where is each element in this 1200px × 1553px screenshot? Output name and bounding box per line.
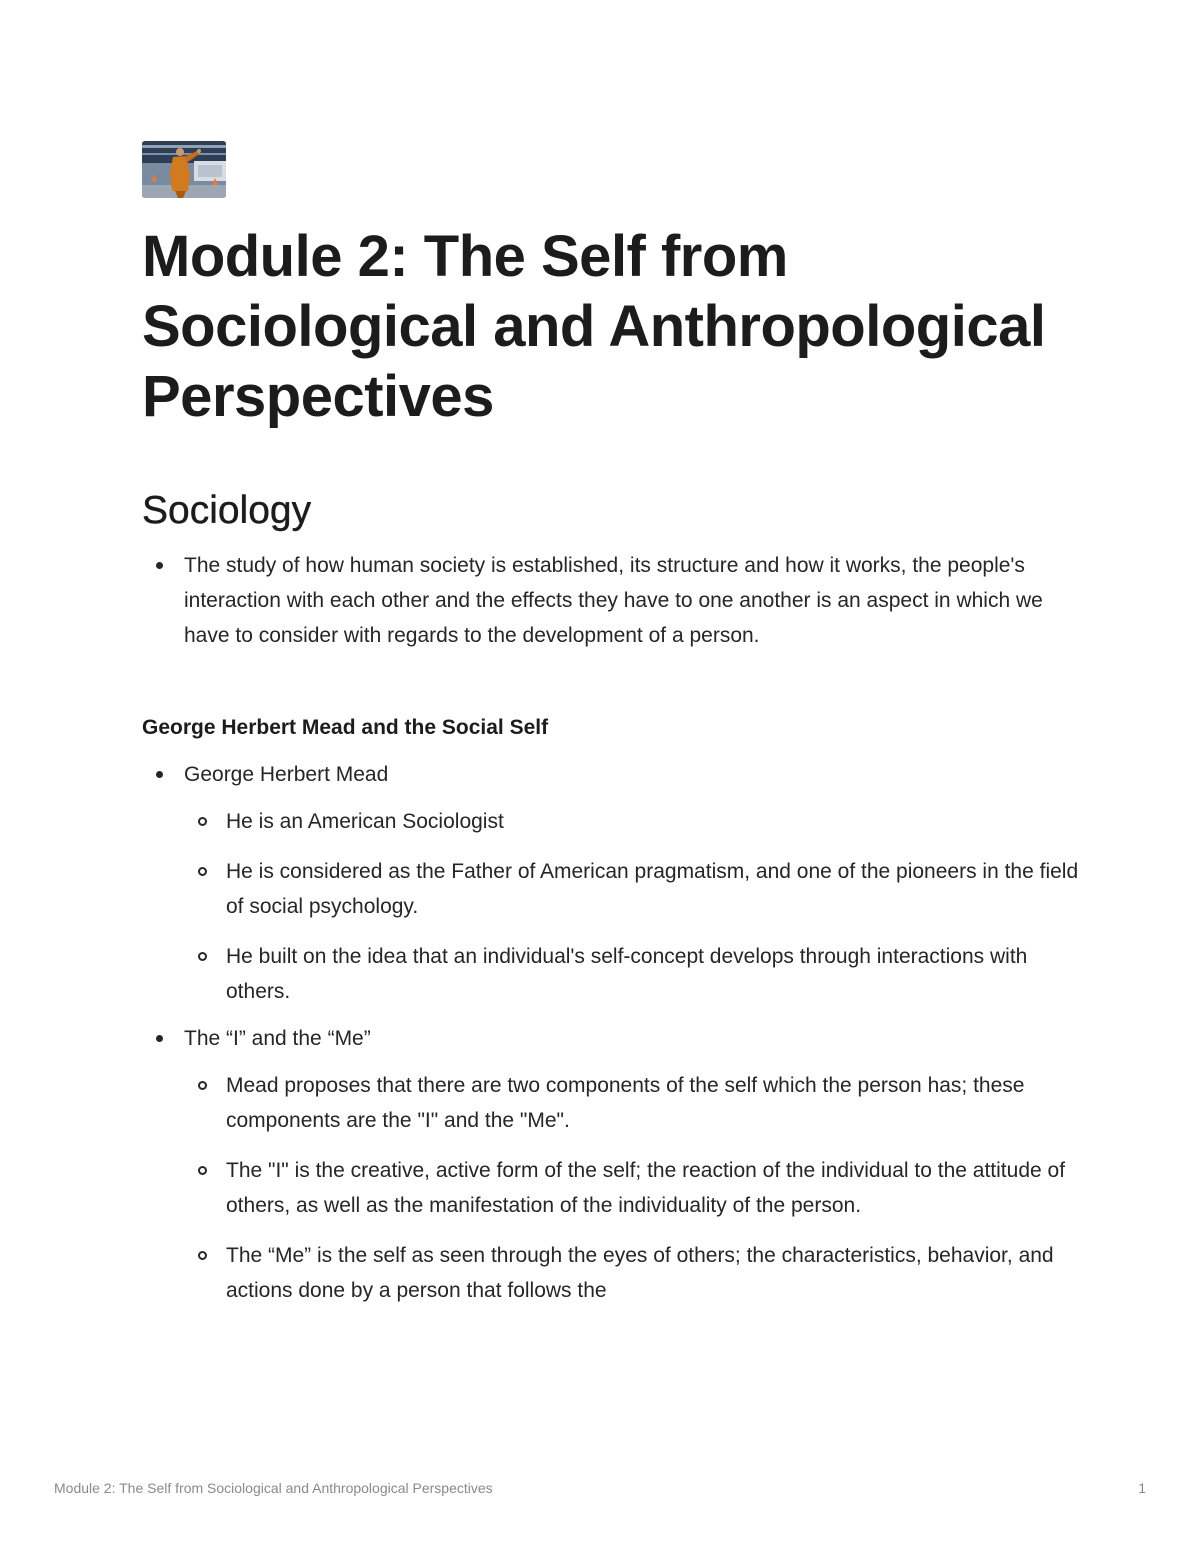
nested-list-item [184, 1153, 1082, 1223]
section-heading-sociology: Sociology [142, 489, 312, 532]
nested-bullet-list [184, 804, 1082, 1009]
bullet-circle-icon [198, 952, 207, 961]
nested-list-item-text: He built on the idea that an individual's self-concept develops through interactions with others. [226, 945, 1028, 1003]
nested-list-item-text: He is considered as the Father of American pragmatism, and one of the pioneers in the field of social psychology. [226, 860, 1079, 918]
nested-list-item [184, 1068, 1082, 1138]
bullet-circle-icon [198, 1166, 207, 1175]
footer-title: Module 2: The Self from Sociological and Anthropological Perspectives [54, 1480, 493, 1496]
footer-page-number: 1 [1138, 1480, 1146, 1496]
sub-heading-mead: George Herbert Mead and the Social Self [142, 716, 549, 739]
bullet-dot-icon [156, 1035, 163, 1042]
list-item-text: The study of how human society is established, its structure and how it works, the people's interaction with each other and the effects they have to one another is an aspect in which we have to consider with regards to the development of a person. [184, 554, 1043, 647]
list-item [142, 548, 1082, 653]
sociology-bullet-list [142, 548, 1082, 653]
list-item-text: George Herbert Mead [184, 763, 389, 786]
nested-list-item-text: The “Me” is the self as seen through the eyes of others; the characteristics, behavior, and actions done by a person that follows the [226, 1244, 1054, 1302]
nested-list-item [184, 804, 1082, 839]
nested-list-item [184, 1238, 1082, 1308]
nested-list-item [184, 939, 1082, 1009]
bullet-circle-icon [198, 1081, 207, 1090]
nested-list-item-text: He is an American Sociologist [226, 810, 504, 833]
nested-bullet-list [184, 1068, 1082, 1308]
mead-bullet-list [142, 757, 1082, 1308]
bullet-circle-icon [198, 1251, 207, 1260]
bullet-dot-icon [156, 562, 163, 569]
page-title: Module 2: The Self from Sociological and Anthropological Perspectives [142, 224, 1046, 429]
monk-photo-icon [142, 141, 226, 198]
bullet-circle-icon [198, 817, 207, 826]
list-item [142, 757, 1082, 1009]
page-content [142, 222, 1082, 1320]
bullet-circle-icon [198, 867, 207, 876]
list-item [142, 1021, 1082, 1308]
nested-list-item-text: Mead proposes that there are two components of the self which the person has; these components are the "I" and the "Me". [226, 1074, 1025, 1132]
nested-list-item [184, 854, 1082, 924]
nested-list-item-text: The "I" is the creative, active form of the self; the reaction of the individual to the attitude of others, as well as the manifestation of the individuality of the person. [226, 1159, 1066, 1217]
bullet-dot-icon [156, 771, 163, 778]
list-item-text: The “I” and the “Me” [184, 1027, 371, 1050]
